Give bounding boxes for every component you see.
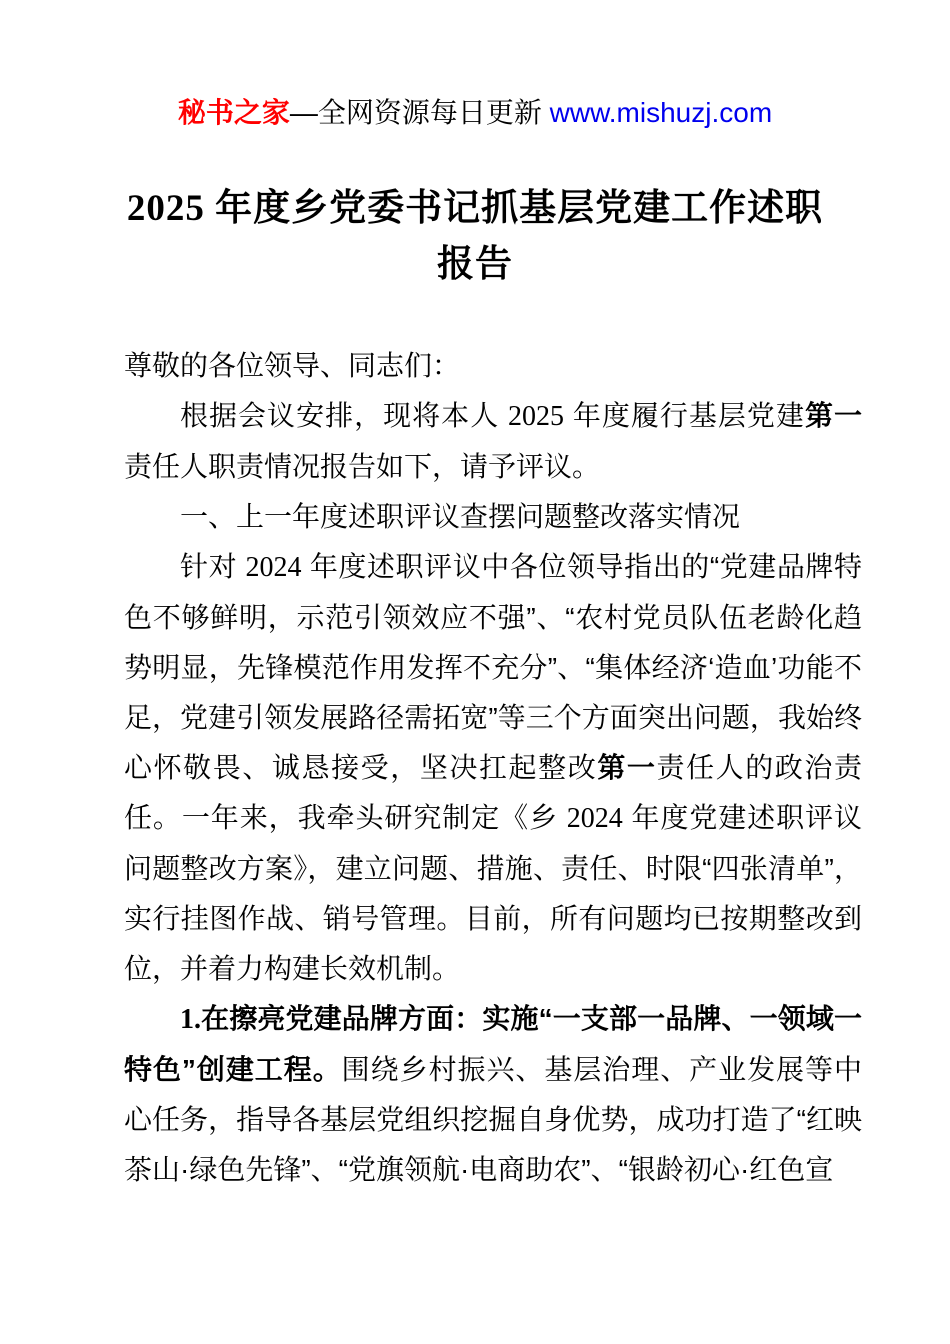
site-brand: 秘书之家 bbox=[177, 97, 290, 128]
bold-text-run: 1. bbox=[180, 1004, 201, 1035]
text-run: 2025 bbox=[126, 188, 216, 229]
text-run: 2024 bbox=[245, 552, 302, 583]
text-run: 2024 bbox=[566, 803, 623, 834]
text-run: 年度党建述职评议问题整改方案》，建立问题、措施、责任、时限“四张清单”，实行挂图作战、销号管理。目前，所有问题均已按期整改到位，并着力构建长效机制。 bbox=[124, 802, 863, 984]
document-title-line-2 bbox=[70, 236, 880, 291]
text-run: 针对 bbox=[180, 551, 246, 582]
document-body bbox=[124, 341, 862, 1195]
text-run: 2025 bbox=[508, 401, 565, 432]
site-header bbox=[0, 0, 950, 134]
paragraph bbox=[124, 341, 862, 391]
text-run: 年度乡党委书记抓基层党建工作述职 bbox=[215, 187, 824, 228]
text-run: 责任人的政治责任。一年来，我牵头研究制定《乡 bbox=[124, 752, 862, 833]
text-run: 根据会议安排，现将本人 bbox=[180, 400, 509, 431]
paragraph bbox=[124, 994, 862, 1195]
text-run: 年度履行基层党建 bbox=[564, 400, 805, 431]
text-run: 一、上一年度述职评议查摆问题整改落实情况 bbox=[180, 501, 741, 532]
text-run: 责任人职责情况报告如下，请予评议。 bbox=[124, 451, 601, 482]
bold-text-run: 在擦亮党建品牌方面：实施“一支部一品牌、一领域一特色”创建工程。 bbox=[124, 1003, 862, 1085]
paragraph bbox=[124, 492, 862, 542]
document-title bbox=[70, 180, 880, 291]
text-run: 围绕乡村振兴、基层治理、产业发展等中心任务，指导各基层党组织挖掘自身优势，成功打造了“红映茶山·绿色先锋”、“党旗领航·电商助农”、“银龄初心·红色宣 bbox=[124, 1054, 862, 1185]
site-tagline: —全网资源每日更新 bbox=[289, 97, 550, 128]
bold-text-run: 第一 bbox=[597, 752, 657, 783]
paragraph bbox=[124, 542, 862, 994]
bold-text-run: 第一 bbox=[804, 400, 862, 431]
text-run: 报告 bbox=[437, 243, 513, 284]
text-run: 尊敬的各位领导、同志们： bbox=[124, 350, 461, 381]
text-run: 年度述职评议中各位领导指出的“党建品牌特色不够鲜明，示范引领效应不强”、“农村党员队伍老龄化趋势明显，先锋模范作用发挥不充分”、“集体经济‘造血’功能不足，党建引领发展路径需拓宽”等三个方面突出问题，我始终心怀敬畏、诚恳接受，坚决扛起整改 bbox=[124, 551, 863, 783]
paragraph bbox=[124, 391, 862, 492]
site-url-link[interactable]: www.mishuzj.com bbox=[549, 97, 773, 128]
document-title-line-1 bbox=[70, 180, 880, 236]
